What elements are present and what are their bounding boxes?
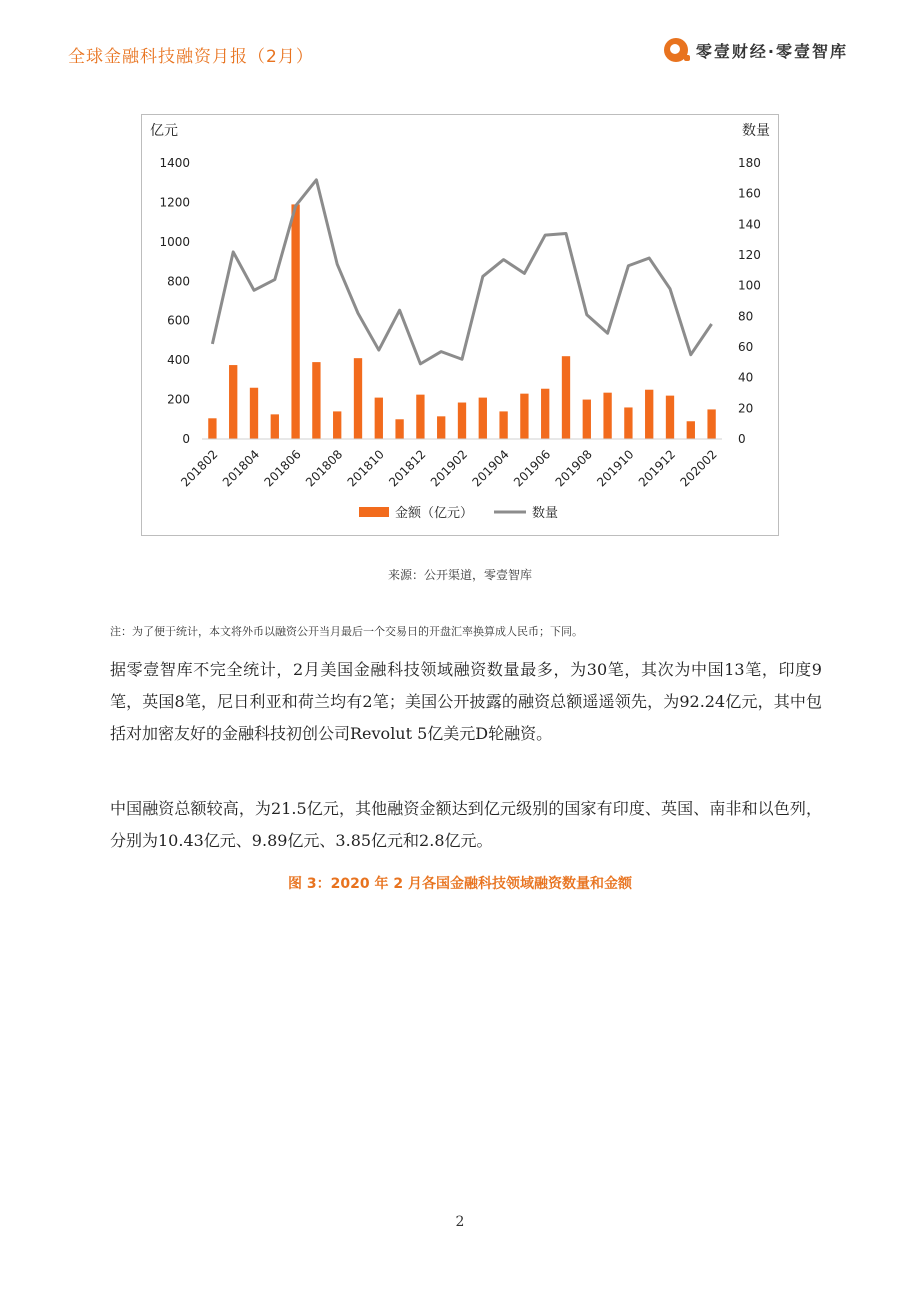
count-line bbox=[212, 180, 711, 364]
x-tick-label: 201802 bbox=[178, 447, 221, 490]
chart-source: 来源：公开渠道，零壹智库 bbox=[387, 568, 532, 582]
legend-bar-swatch bbox=[359, 507, 389, 517]
right-tick-label: 20 bbox=[738, 401, 754, 416]
x-tick-label: 201804 bbox=[219, 447, 263, 490]
left-tick-label: 1200 bbox=[159, 195, 190, 210]
x-tick-label: 201910 bbox=[594, 447, 637, 490]
legend-line-label: 数量 bbox=[532, 506, 559, 521]
bar bbox=[312, 362, 320, 439]
left-tick-label: 1400 bbox=[159, 156, 190, 170]
left-tick-label: 1000 bbox=[159, 234, 190, 249]
brand-logo-icon bbox=[664, 38, 688, 62]
chart-canvas bbox=[142, 115, 780, 537]
bar bbox=[666, 396, 674, 439]
paragraph-2: 中国融资总额较高，为21.5亿元，其他融资金额达到亿元级别的国家有印度、英国、南非和以色列，分别为10.43亿元、9.89亿元、3.85亿元和2.8亿元。 bbox=[110, 799, 822, 850]
bar bbox=[333, 411, 341, 439]
right-tick-label: 60 bbox=[738, 340, 754, 354]
bar bbox=[603, 393, 611, 439]
x-tick-label: 201908 bbox=[552, 447, 595, 490]
left-axis-label: 亿元 bbox=[150, 123, 178, 139]
bar bbox=[375, 398, 383, 439]
right-tick-label: 180 bbox=[738, 156, 761, 170]
page-number: 2 bbox=[455, 1214, 465, 1230]
bar bbox=[271, 414, 279, 439]
bar bbox=[583, 400, 591, 439]
bar bbox=[291, 204, 299, 439]
right-tick-label: 140 bbox=[738, 217, 761, 232]
left-tick-label: 600 bbox=[167, 313, 190, 328]
bar bbox=[499, 411, 507, 439]
bar bbox=[416, 395, 424, 439]
right-tick-label: 100 bbox=[738, 278, 761, 293]
bar bbox=[437, 416, 445, 439]
bar bbox=[395, 419, 403, 439]
funding-chart bbox=[141, 114, 779, 536]
brand-name: 零壹财经·零壹智库 bbox=[695, 41, 848, 61]
left-tick-label: 0 bbox=[182, 432, 190, 446]
figure-caption: 图 3：2020 年 2 月各国金融科技领域融资数量和金额 bbox=[288, 876, 632, 892]
bar bbox=[250, 388, 258, 439]
bar bbox=[562, 356, 570, 439]
currency-note: 注：为了便于统计，本文将外币以融资公开当月最后一个交易日的开盘汇率换算成人民币；下同。 bbox=[110, 625, 583, 638]
bar bbox=[458, 403, 466, 439]
right-tick-label: 0 bbox=[738, 432, 746, 446]
left-tick-label: 400 bbox=[167, 353, 190, 368]
x-tick-label: 201902 bbox=[427, 447, 471, 490]
x-tick-label: 201904 bbox=[469, 447, 512, 490]
bar bbox=[354, 358, 362, 439]
x-tick-label: 202002 bbox=[677, 447, 720, 490]
paragraph-1: 据零壹智库不完全统计，2月美国金融科技领域融资数量最多，为30笔，其次为中国13笔，印度9笔，英国8笔，尼日利亚和荷兰均有2笔；美国公开披露的融资总额遥遥领先，为92.24亿元，其中包括对加密友好的金融科技初创公司Revolut 5亿美元D轮融资。 bbox=[110, 660, 822, 743]
brand bbox=[664, 38, 848, 62]
x-tick-label: 201812 bbox=[386, 447, 429, 490]
x-tick-label: 201806 bbox=[261, 447, 304, 490]
bar bbox=[229, 365, 237, 439]
left-tick-label: 200 bbox=[167, 392, 190, 407]
bar bbox=[520, 394, 528, 439]
report-title: 全球金融科技融资月报（2月） bbox=[68, 47, 314, 67]
bar bbox=[645, 390, 653, 439]
bar bbox=[707, 409, 715, 439]
right-tick-label: 120 bbox=[738, 248, 761, 262]
x-tick-label: 201810 bbox=[344, 447, 387, 490]
bar bbox=[208, 418, 216, 439]
x-tick-label: 201808 bbox=[303, 447, 346, 490]
legend-bar-label: 金额（亿元） bbox=[395, 506, 474, 521]
bar bbox=[479, 398, 487, 439]
right-tick-label: 160 bbox=[738, 186, 761, 201]
bar bbox=[687, 421, 695, 439]
x-tick-label: 201906 bbox=[511, 447, 554, 490]
left-tick-label: 800 bbox=[167, 274, 190, 289]
x-tick-label: 201912 bbox=[635, 447, 679, 490]
bar bbox=[541, 389, 549, 439]
bar bbox=[624, 407, 632, 439]
right-tick-label: 80 bbox=[738, 309, 754, 324]
right-tick-label: 40 bbox=[738, 370, 754, 385]
right-axis-label: 数量 bbox=[742, 123, 770, 139]
